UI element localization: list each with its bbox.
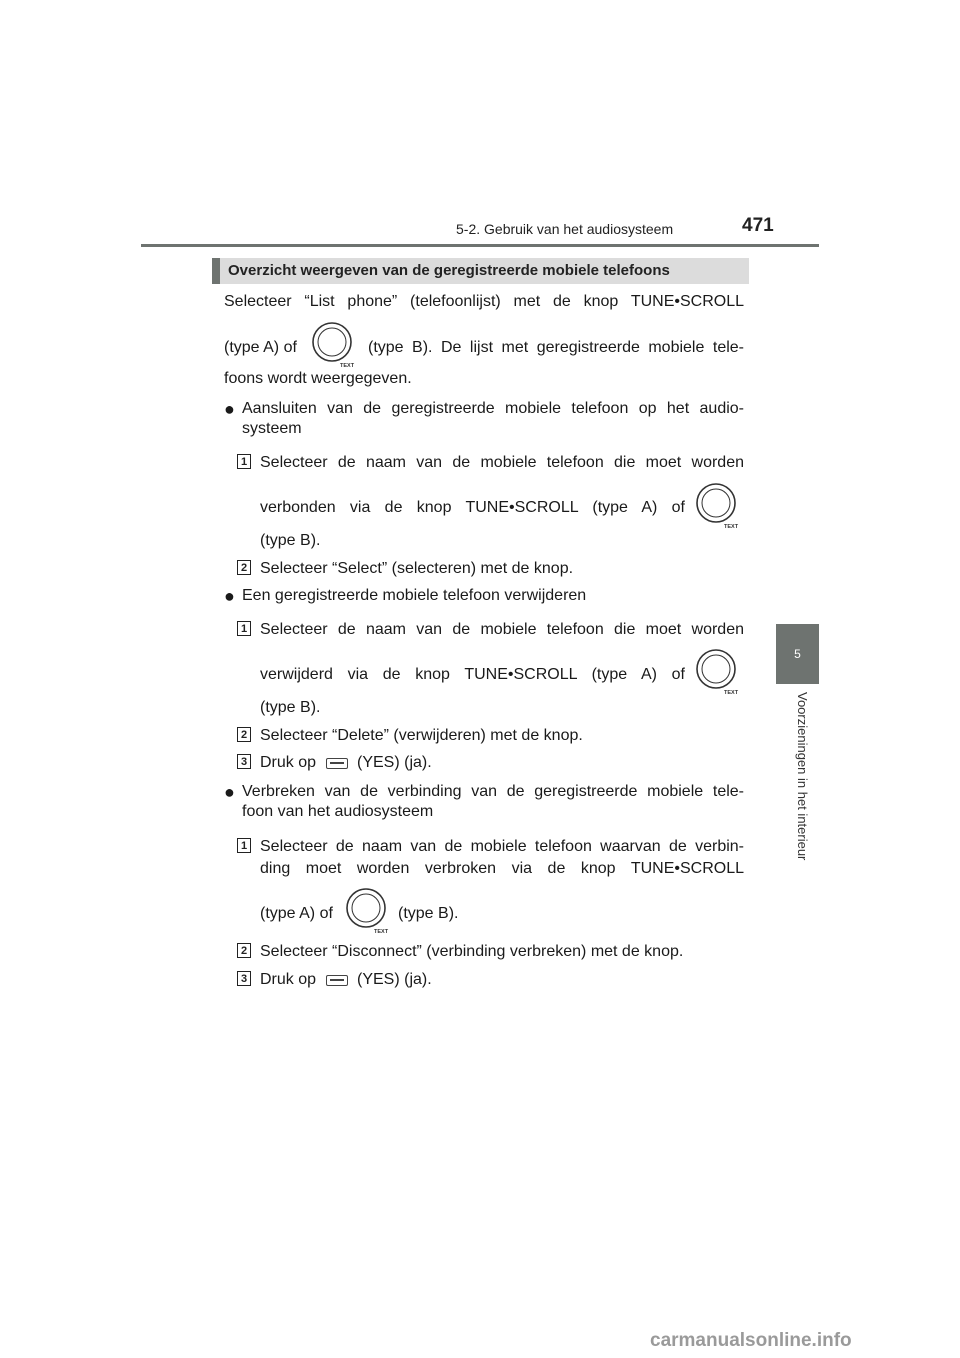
page-number: 471 xyxy=(742,215,774,236)
bullet-heading: Verbreken van de verbinding van de geregistreerde mobiele tele- xyxy=(242,783,744,800)
step-text: Druk op xyxy=(260,971,317,988)
bullet-heading: foon van het audiosysteem xyxy=(242,803,434,820)
step-number: 1 xyxy=(237,838,251,853)
step-text: ding moet worden verbroken via de knop TUNE•SCROLL xyxy=(260,860,744,877)
chapter-tab-number: 5 xyxy=(776,624,819,684)
step-number: 1 xyxy=(237,454,251,469)
chapter-tab-label: Voorzieningen in het interieur xyxy=(795,692,810,861)
yes-button-icon xyxy=(326,975,348,986)
yes-button-icon xyxy=(326,758,348,769)
step-text: (YES) (ja). xyxy=(357,754,432,771)
bullet: ● xyxy=(224,586,235,606)
step-number: 3 xyxy=(237,971,251,986)
bullet: ● xyxy=(224,782,235,802)
step-number: 2 xyxy=(237,943,251,958)
bullet-heading: systeem xyxy=(242,420,302,437)
step-text: Selecteer de naam van de mobiele telefoon die moet worden xyxy=(260,621,744,638)
step-text: (type B). xyxy=(260,532,321,549)
bullet-heading: Aansluiten van de geregistreerde mobiele telefoon op het audio- xyxy=(242,400,744,417)
intro-line: (type A) of xyxy=(224,339,297,356)
tune-knob-icon xyxy=(694,647,742,695)
svg-text:TEXT: TEXT xyxy=(724,690,739,695)
watermark: carmanualsonline.info xyxy=(650,1330,852,1351)
intro-line: foons wordt weergegeven. xyxy=(224,370,412,387)
step-text: (type A) of xyxy=(260,905,333,922)
step-number: 3 xyxy=(237,754,251,769)
svg-text:TEXT: TEXT xyxy=(374,929,389,934)
step-text: Selecteer “Disconnect” (verbinding verbreken) met de knop. xyxy=(260,943,684,960)
step-number: 2 xyxy=(237,560,251,575)
step-number: 1 xyxy=(237,621,251,636)
tune-knob-icon xyxy=(694,481,742,529)
intro-line: Selecteer “List phone” (telefoonlijst) met de knop TUNE•SCROLL xyxy=(224,293,744,310)
bullet-heading: Een geregistreerde mobiele telefoon verwijderen xyxy=(242,587,587,604)
header-rule xyxy=(141,244,819,247)
tune-knob-icon xyxy=(310,320,358,368)
intro-line: (type B). De lijst met geregistreerde mobiele tele- xyxy=(368,339,744,356)
bullet: ● xyxy=(224,399,235,419)
step-text: (YES) (ja). xyxy=(357,971,432,988)
step-text: Selecteer “Delete” (verwijderen) met de knop. xyxy=(260,727,583,744)
section-heading: Overzicht weergeven van de geregistreerde mobiele telefoons xyxy=(212,258,749,284)
step-text: Selecteer de naam van de mobiele telefoon waarvan de verbin- xyxy=(260,838,744,855)
step-text: verbonden via de knop TUNE•SCROLL (type A) of xyxy=(260,499,685,516)
svg-text:TEXT: TEXT xyxy=(724,524,739,529)
step-number: 2 xyxy=(237,727,251,742)
svg-text:TEXT: TEXT xyxy=(340,363,355,368)
step-text: (type B). xyxy=(260,699,321,716)
section-title: 5-2. Gebruik van het audiosysteem xyxy=(456,221,674,237)
step-text: verwijderd via de knop TUNE•SCROLL (type A) of xyxy=(260,666,685,683)
step-text: Selecteer de naam van de mobiele telefoon die moet worden xyxy=(260,454,744,471)
step-text: (type B). xyxy=(398,905,459,922)
tune-knob-icon xyxy=(344,886,392,934)
step-text: Selecteer “Select” (selecteren) met de knop. xyxy=(260,560,574,577)
step-text: Druk op xyxy=(260,754,317,771)
